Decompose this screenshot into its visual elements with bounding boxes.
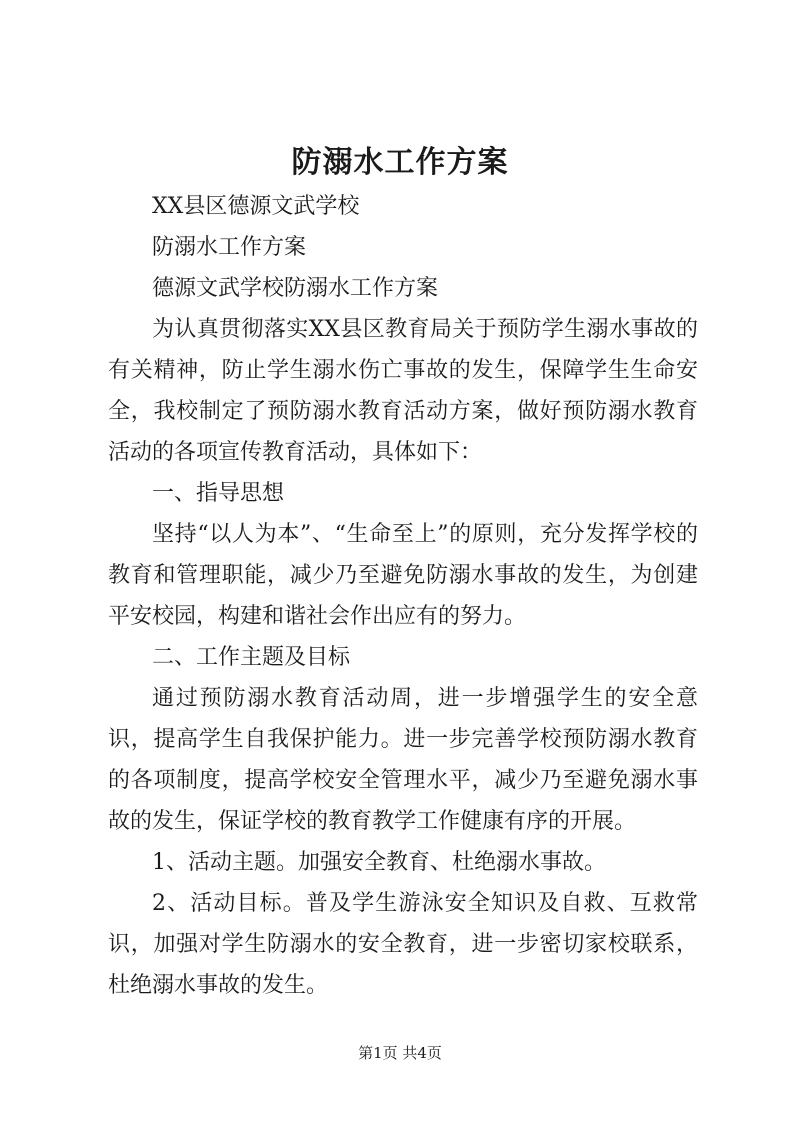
section-heading-guiding-thought: 一、指导思想 [152,481,285,506]
page-number-footer: 第1页 共4页 [358,1044,442,1062]
paragraph-plan-heading: 德源文武学校防溺水工作方案 [152,276,439,301]
section-heading-theme-goals: 二、工作主题及目标 [152,645,351,670]
list-item-activity-theme: 1、活动主题。加强安全教育、杜绝溺水事故。 [152,850,606,875]
paragraph-theme-goals: 通过预防溺水教育活动周，进一步增强学生的安全意识，提高学生自我保护能力。进一步完善学校预防溺水教育的各项制度，提高学校安全管理水平，减少乃至避免溺水事故的发生，保证学校的教育教学工作健康有序的开展。 [108,686,698,834]
paragraph-plan-name: 防溺水工作方案 [152,235,307,260]
paragraph-school-name: XX县区德源文武学校 [152,194,360,219]
paragraph-guiding-thought: 坚持“以人为本”、“生命至上”的原则，充分发挥学校的教育和管理职能，减少乃至避免防溺水事故的发生，为创建平安校园，构建和谐社会作出应有的努力。 [108,522,698,629]
document-title: 防溺水工作方案 [291,145,509,180]
list-item-activity-goal: 2、活动目标。普及学生游泳安全知识及自救、互救常识，加强对学生防溺水的安全教育，进一步密切家校联系，杜绝溺水事故的发生。 [108,891,698,998]
document-body [108,186,698,1006]
paragraph-intro: 为认真贯彻落实XX县区教育局关于预防学生溺水事故的有关精神，防止学生溺水伤亡事故的发生，保障学生生命安全，我校制定了预防溺水教育活动方案，做好预防溺水教育活动的各项宣传教育活动，具体如下： [108,317,698,465]
